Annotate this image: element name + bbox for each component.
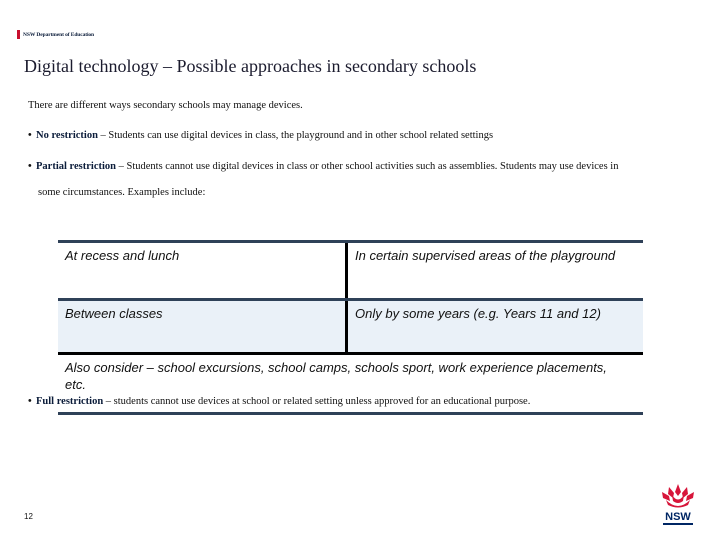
table-cell: At recess and lunch bbox=[58, 243, 348, 298]
bullet-label: No restriction bbox=[36, 130, 98, 141]
bullet-icon: • bbox=[28, 396, 32, 407]
table-row bbox=[58, 298, 643, 355]
table-row bbox=[58, 240, 643, 298]
bullet-label: Partial restriction bbox=[36, 161, 116, 172]
slide-title: Digital technology – Possible approaches in secondary schools bbox=[24, 56, 477, 76]
bullet-continuation: some circumstances. Examples include: bbox=[38, 187, 206, 198]
intro-text: There are different ways secondary schools may manage devices. bbox=[28, 100, 303, 111]
table-cell: Only by some years (e.g. Years 11 and 12) bbox=[355, 306, 601, 321]
bullet-text: – students cannot use devices at school or related setting unless approved for an educational purpose. bbox=[103, 396, 531, 407]
bullet-label: Full restriction bbox=[36, 396, 104, 407]
table-cell: Between classes bbox=[58, 301, 348, 352]
bullet-no-restriction bbox=[28, 130, 493, 141]
table-cell: In certain supervised areas of the playground bbox=[355, 248, 616, 263]
page-number: 12 bbox=[24, 512, 33, 521]
org-header bbox=[17, 30, 94, 39]
bullet-text: – Students can use digital devices in class, the playground and in other school related settings bbox=[97, 130, 494, 141]
bullet-full-restriction bbox=[28, 396, 530, 407]
examples-table bbox=[58, 240, 643, 355]
bullet-icon: • bbox=[28, 161, 32, 172]
org-label: NSW Department of Education bbox=[23, 31, 94, 38]
also-consider-text: Also consider – school excursions, school camps, schools sport, work experience placements, etc. bbox=[65, 360, 607, 392]
table-divider bbox=[58, 412, 643, 415]
bullet-partial-restriction bbox=[28, 161, 618, 172]
svg-text:NSW: NSW bbox=[665, 511, 691, 523]
accent-bar bbox=[17, 30, 20, 39]
bullet-icon: • bbox=[28, 130, 32, 141]
nsw-waratah-logo-icon bbox=[658, 482, 698, 528]
bullet-text: – Students cannot use digital devices in class or other school activities such as assemblies. Students may use devices in bbox=[116, 161, 619, 172]
